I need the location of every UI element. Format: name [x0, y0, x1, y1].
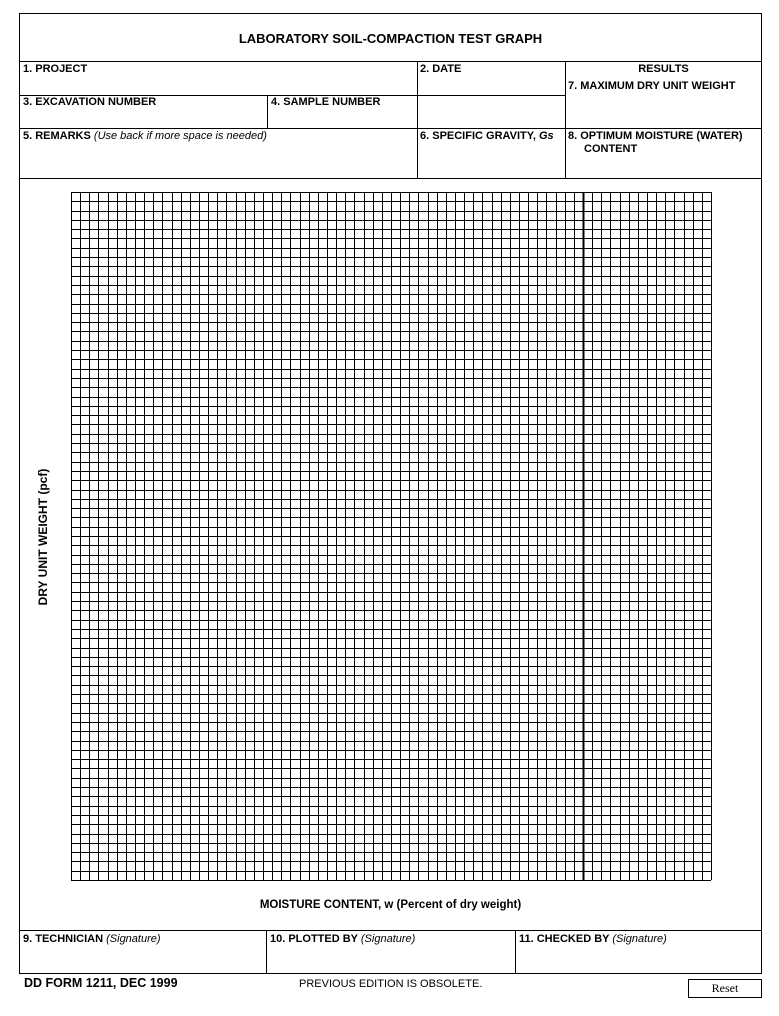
remarks-label-text: 5. REMARKS [23, 130, 91, 142]
checked-by-label [519, 933, 667, 946]
y-axis-label: DRY UNIT WEIGHT (pcf) [36, 468, 50, 606]
project-label: 1. PROJECT [23, 63, 88, 75]
plotted-by-label [270, 933, 415, 946]
optimum-moisture-label-line2: CONTENT [584, 143, 638, 155]
specific-gravity-symbol: Gs [539, 130, 554, 142]
technician-signature-field[interactable] [21, 948, 264, 972]
edition-note: PREVIOUS EDITION IS OBSOLETE. [299, 978, 483, 990]
results-header: RESULTS [638, 63, 689, 75]
sample-number-label: 4. SAMPLE NUMBER [271, 96, 381, 108]
optimum-moisture-label: 8. OPTIMUM MOISTURE (WATER) [568, 130, 743, 142]
technician-note: (Signature) [106, 933, 161, 945]
x-axis-label: MOISTURE CONTENT, w (Percent of dry weight) [259, 899, 522, 911]
form-title: LABORATORY SOIL-COMPACTION TEST GRAPH [238, 31, 543, 46]
date-label: 2. DATE [420, 63, 462, 75]
excavation-number-label: 3. EXCAVATION NUMBER [23, 96, 157, 108]
remarks-note: (Use back if more space is needed) [93, 130, 267, 142]
max-dry-unit-weight-label: 7. MAXIMUM DRY UNIT WEIGHT [568, 80, 736, 92]
reset-button[interactable]: Reset [688, 979, 762, 998]
plotted-by-note: (Signature) [360, 933, 416, 945]
specific-gravity-label-text: 6. SPECIFIC GRAVITY, [420, 130, 536, 142]
plotted-by-label-text: 10. PLOTTED BY [270, 933, 358, 945]
plotted-by-signature-field[interactable] [268, 948, 513, 972]
checked-by-signature-field[interactable] [517, 948, 760, 972]
checked-by-label-text: 11. CHECKED BY [519, 933, 610, 945]
technician-label [23, 933, 161, 946]
technician-label-text: 9. TECHNICIAN [23, 933, 104, 945]
checked-by-note: (Signature) [612, 933, 667, 945]
form-id: DD FORM 1211, DEC 1999 [24, 976, 178, 990]
